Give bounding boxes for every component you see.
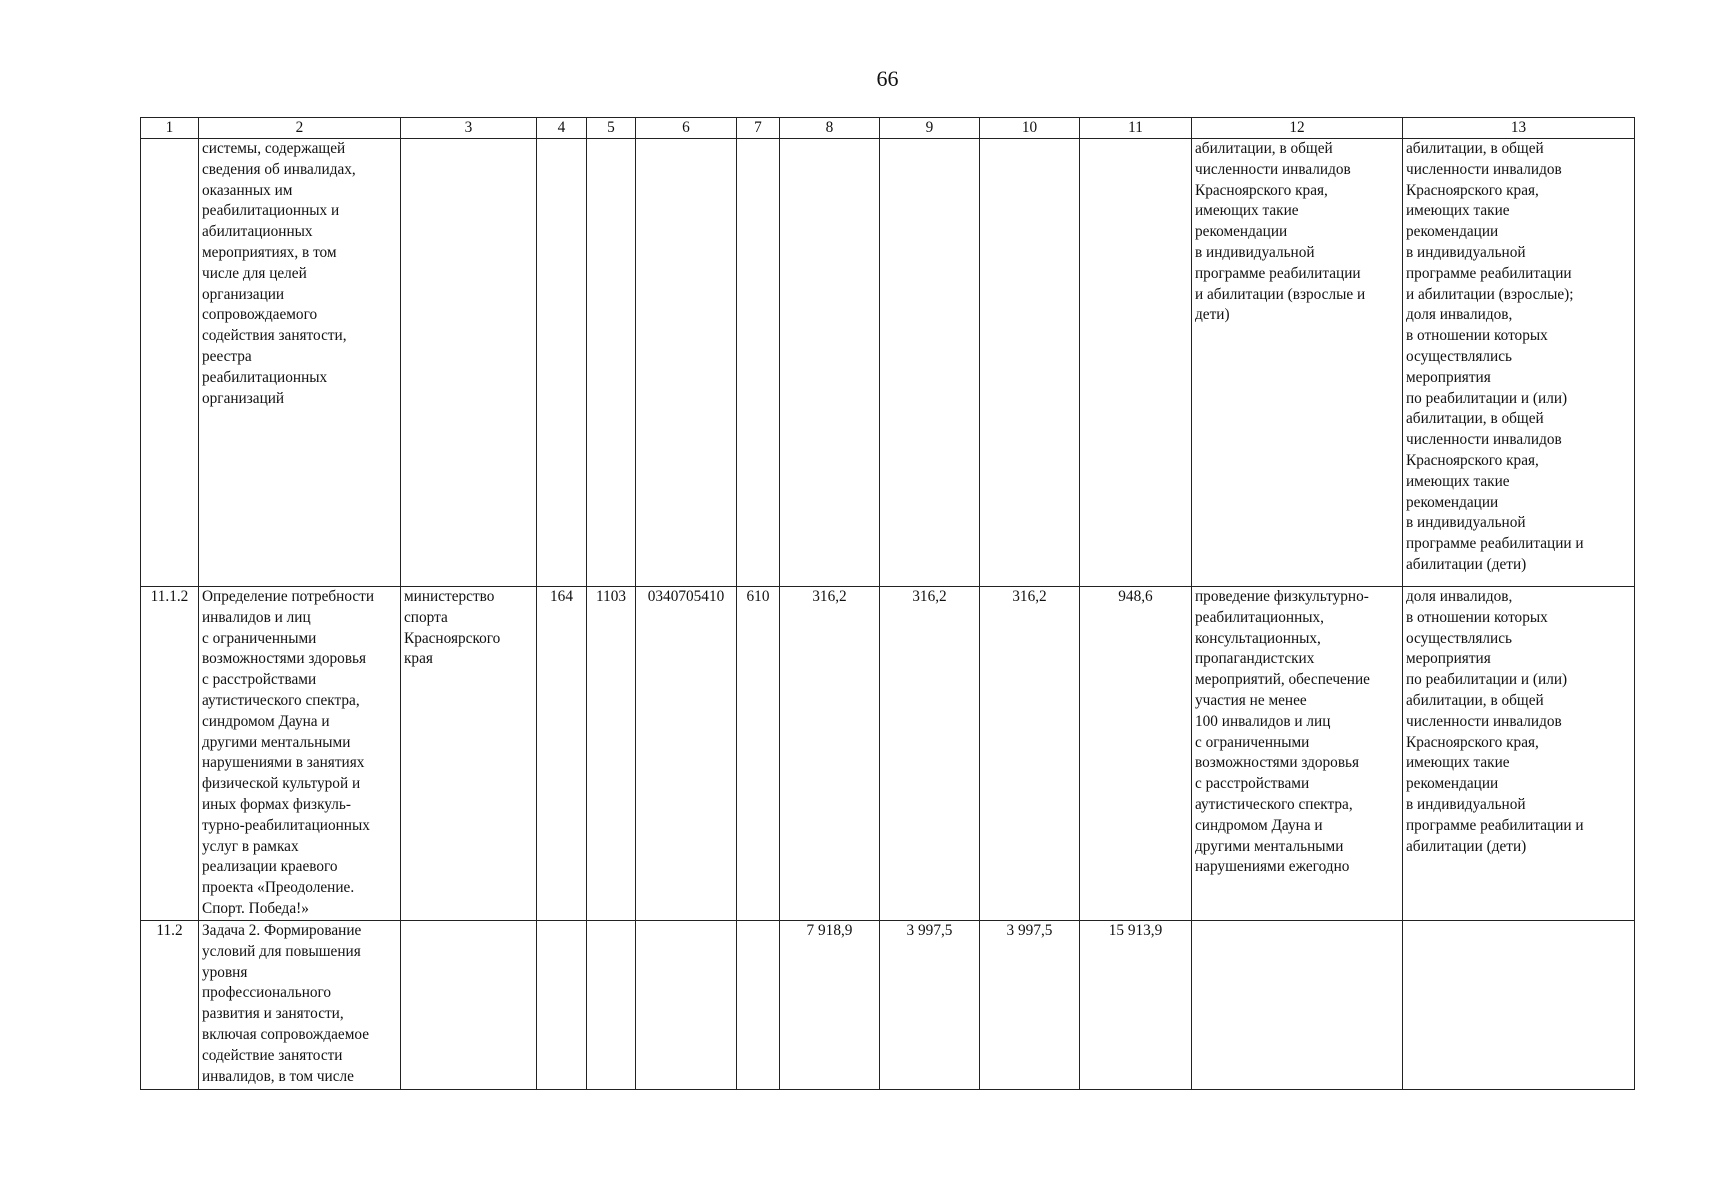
column-header: 10 [980, 118, 1080, 139]
target-indicator: доля инвалидов, в отношении которых осуществлялись мероприятия по реабилитации и (или) абилитации, в общей численности инвалидов Красноярского края, имеющих такие рекомендации в индивидуальной программе реабилитации и абилитации (дети) [1403, 587, 1635, 921]
expected-result: проведение физкультурно- реабилитационных, консультационных, пропагандистских мероприятий, обеспечение участия не менее 100 инвалидов и лиц с ограниченными возможностями здоровья с расстройствами аутистического спектра, синдромом Дауна и другими ментальными нарушениями ежегодно [1192, 587, 1403, 921]
column-header: 11 [1080, 118, 1192, 139]
rzpr-code: 1103 [587, 587, 636, 921]
amount-year-2: 3 997,5 [880, 921, 980, 1090]
amount-year-1 [780, 139, 880, 587]
measure-name: системы, содержащей сведения об инвалидах, оказанных им реабилитационных и абилитационных мероприятиях, в том числе для целей организации сопровождаемого содействия занятости, реестра реабилитационных организаций [199, 139, 401, 587]
column-header: 4 [537, 118, 587, 139]
column-number-row [141, 118, 1635, 139]
rzpr-code [587, 921, 636, 1090]
csr-code: 0340705410 [636, 587, 737, 921]
expected-result [1192, 921, 1403, 1090]
vr-code [737, 921, 780, 1090]
target-indicator: абилитации, в общей численности инвалидов Красноярского края, имеющих такие рекомендации в индивидуальной программе реабилитации и абилитации (взрослые); доля инвалидов, в отношении которых осуществлялись мероприятия по реабилитации и (или) абилитации, в общей численности инвалидов Красноярского края, имеющих такие рекомендации в индивидуальной программе реабилитации и абилитации (дети) [1403, 139, 1635, 587]
grbs-code [537, 139, 587, 587]
amount-year-1: 316,2 [780, 587, 880, 921]
measure-name: Задача 2. Формирование условий для повышения уровня профессионального развития и занятости, включая сопровождаемое содействие занятости инвалидов, в том числе [199, 921, 401, 1090]
csr-code [636, 139, 737, 587]
amount-year-3: 3 997,5 [980, 921, 1080, 1090]
column-header: 6 [636, 118, 737, 139]
column-header: 3 [401, 118, 537, 139]
column-header: 8 [780, 118, 880, 139]
amount-total: 948,6 [1080, 587, 1192, 921]
amount-year-1: 7 918,9 [780, 921, 880, 1090]
amount-year-2 [880, 139, 980, 587]
table-row [141, 587, 1635, 921]
column-header: 2 [199, 118, 401, 139]
amount-year-3 [980, 139, 1080, 587]
responsible-executor: министерство спорта Красноярского края [401, 587, 537, 921]
responsible-executor [401, 139, 537, 587]
row-code [141, 139, 199, 587]
responsible-executor [401, 921, 537, 1090]
target-indicator [1403, 921, 1635, 1090]
column-header: 13 [1403, 118, 1635, 139]
column-header: 7 [737, 118, 780, 139]
column-header: 9 [880, 118, 980, 139]
csr-code [636, 921, 737, 1090]
measure-name: Определение потребности инвалидов и лиц с ограниченными возможностями здоровья с расстройствами аутистического спектра, синдромом Дауна и другими ментальными нарушениями в занятиях физической культурой и иных формах физкуль- турно-реабилитационных услуг в рамках реализации краевого проекта «Преодоление. Спорт. Победа!» [199, 587, 401, 921]
row-code: 11.1.2 [141, 587, 199, 921]
column-header: 12 [1192, 118, 1403, 139]
vr-code: 610 [737, 587, 780, 921]
amount-year-2: 316,2 [880, 587, 980, 921]
column-header: 1 [141, 118, 199, 139]
expected-result: абилитации, в общей численности инвалидов Красноярского края, имеющих такие рекомендации в индивидуальной программе реабилитации и абилитации (взрослые и дети) [1192, 139, 1403, 587]
table-row [141, 139, 1635, 587]
amount-total [1080, 139, 1192, 587]
table-row [141, 921, 1635, 1090]
grbs-code [537, 921, 587, 1090]
page-number: 66 [876, 66, 899, 91]
grbs-code: 164 [537, 587, 587, 921]
amount-year-3: 316,2 [980, 587, 1080, 921]
program-table [140, 117, 1635, 1090]
rzpr-code [587, 139, 636, 587]
amount-total: 15 913,9 [1080, 921, 1192, 1090]
vr-code [737, 139, 780, 587]
row-code: 11.2 [141, 921, 199, 1090]
column-header: 5 [587, 118, 636, 139]
